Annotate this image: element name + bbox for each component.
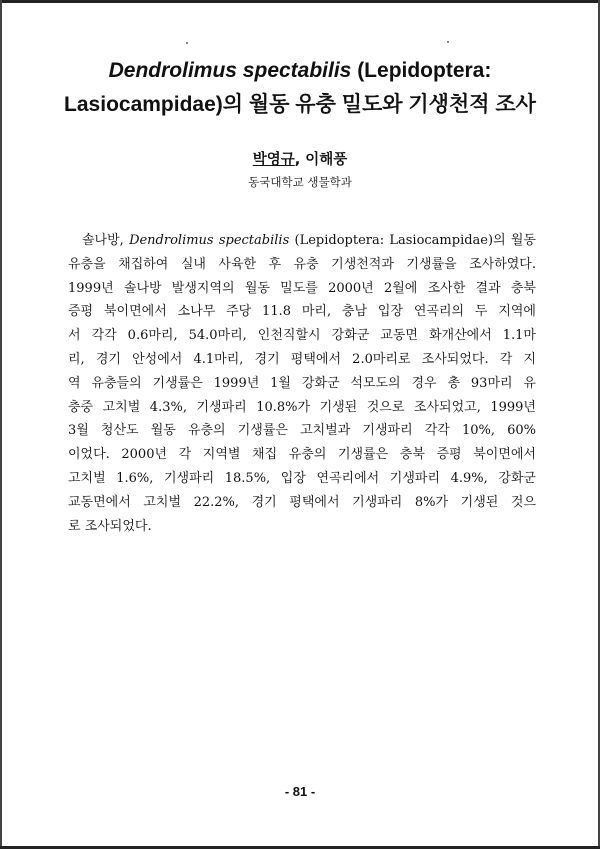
abstract-line [68, 396, 536, 420]
abstract-text: 솔나방, [82, 233, 130, 248]
abstract-text: 역 유충들의 기생률은 1999년 1월 강화군 석모도의 경우 총 93마리 유 [68, 375, 536, 391]
scan-border-left [0, 0, 2, 849]
author-first: 박영규 [252, 152, 295, 168]
title-line-2: Lasiocampidae)의 월동 유충 밀도와 기생천적 조사 [64, 93, 536, 116]
scan-border-top [0, 0, 600, 3]
paper-title [40, 54, 560, 122]
abstract-text: 서 각각 0.6마리, 54.0마리, 인천직할시 강화군 교동면 화개산에서 1.1마 [68, 328, 536, 344]
scan-speck [186, 42, 188, 44]
abstract-line [68, 300, 536, 324]
abstract-text: 증평 북이면에서 소나무 주당 11.8 마리, 충남 입장 연곡리의 두 지역에 [68, 304, 536, 320]
abstract-line [68, 515, 536, 539]
abstract-line [68, 277, 536, 301]
abstract-text: 로 조사되었다. [68, 518, 152, 534]
abstract-text: 교동면에서 고치벌 22.2%, 경기 평택에서 기생파리 8%가 기생된 것으 [68, 494, 536, 510]
scan-speck [447, 41, 449, 43]
abstract-text: (Lepidoptera: Lasiocampidae)의 월동 [289, 233, 536, 248]
abstract-line [68, 419, 536, 443]
abstract-line [68, 491, 536, 515]
abstract-text: 유충을 채집하여 실내 사육한 후 유충 기생천적과 기생률을 조사하였다. [68, 256, 536, 272]
abstract-body [68, 229, 536, 538]
species-name: Dendrolimus spectabilis [129, 233, 290, 248]
abstract-line [68, 372, 536, 396]
abstract-line [68, 324, 536, 348]
page-number: - 81 - [284, 784, 316, 799]
abstract-text: 고치벌 1.6%, 기생파리 18.5%, 입장 연곡리에서 기생파리 4.9%, 강화군 [68, 470, 536, 486]
author-second: 이해풍 [305, 152, 348, 168]
author-separator: , [294, 152, 306, 168]
author-list [0, 148, 600, 169]
abstract-text: 1999년 솔나방 발생지역의 월동 밀도를 2000년 2월에 조사한 결과 충북 [68, 280, 536, 296]
abstract-text: 3월 청산도 월동 유충의 기생률은 고치벌과 기생파리 각각 10%, 60% [68, 423, 536, 439]
abstract-text: 충중 고치벌 4.3%, 기생파리 10.8%가 기생된 것으로 조사되었고, 1999년 [68, 399, 536, 415]
abstract-line [68, 253, 536, 277]
abstract-text: 이었다. 2000년 각 지역별 채집 유충의 기생률은 충북 증평 북이면에서 [68, 447, 536, 463]
abstract-line [68, 467, 536, 491]
abstract-line [68, 229, 536, 253]
author-affiliation: 동국대학교 생물학과 [248, 175, 352, 189]
abstract-line [68, 443, 536, 467]
abstract-line [68, 348, 536, 372]
abstract-text: 리, 경기 안성에서 4.1마리, 경기 평택에서 2.0마리로 조사되었다. 각 지 [68, 351, 536, 367]
title-order: (Lepidoptera: [351, 59, 492, 82]
title-line-1 [40, 54, 560, 88]
title-species: Dendrolimus spectabilis [108, 59, 352, 82]
